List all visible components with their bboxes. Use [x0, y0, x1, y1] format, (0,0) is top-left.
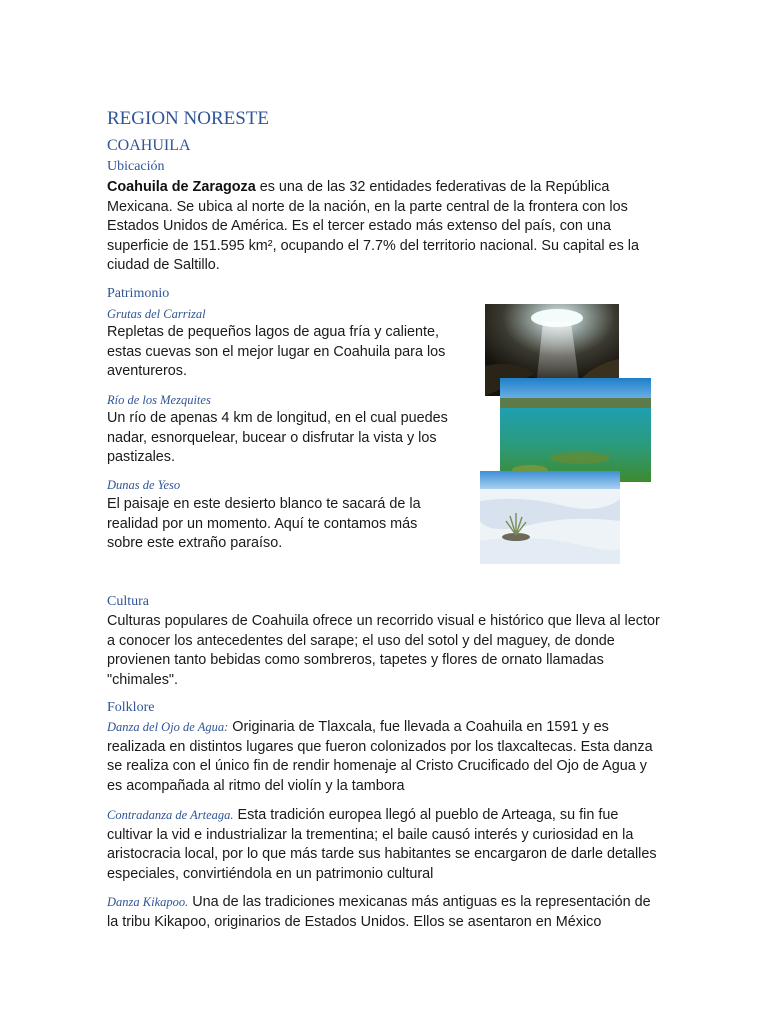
patrimonio-item-title: Río de los Mezquites [107, 393, 211, 407]
folklore-item-title: Contradanza de Arteaga. [107, 808, 234, 822]
cultura-heading: Cultura [107, 594, 149, 609]
patrimonio-item-title: Dunas de Yeso [107, 478, 181, 492]
patrimonio-heading: Patrimonio [107, 286, 170, 301]
folklore-heading: Folklore [107, 700, 155, 715]
folklore-item [107, 718, 662, 796]
state-title: COAHUILA [107, 137, 191, 154]
patrimonio-item-title: Grutas del Carrizal [107, 307, 206, 321]
state-full-name: Coahuila de Zaragoza [107, 179, 256, 195]
dunes-photo [480, 471, 620, 564]
folklore-item-title: Danza Kikapoo. [107, 895, 189, 909]
cultura-text: Culturas populares de Coahuila ofrece un recorrido visual e histórico que lleva al lector a conocer los antecedentes del sarape; el uso del sotol y del maguey, de donde provienen tanto bebidas como sombreros, tapetes y flores de ornato llamadas "chimales". [107, 613, 660, 688]
patrimonio-item-text: Un río de apenas 4 km de longitud, en el cual puedes nadar, esnorquelear, bucear o disfrutar la vista y los pastizales. [107, 410, 448, 465]
ubicacion-text: es una de las 32 entidades federativas de la República Mexicana. Se ubica al norte de la nación, en la parte central de la frontera con los Estados Unidos de América. Es el tercer estado más extenso del país, con una superficie de 151.595 km², ocupando el 7.7% del territorio nacional. Su capital es la ciudad de Saltillo. [107, 179, 639, 273]
folklore-item [107, 893, 662, 932]
ubicacion-heading: Ubicación [107, 159, 165, 174]
ubicacion-paragraph [107, 178, 655, 276]
folklore-item-text: Esta tradición europea llegó al pueblo de Arteaga, su fin fue cultivar la vid e industrializar la trementina; el baile causó interés y curiosidad en la aristocracia local, por lo que más tarde sus habitantes se encargaron de darle detalles especiales, convirtiéndola en un patrimonio cultural [107, 807, 657, 882]
folklore-item-title: Danza del Ojo de Agua: [107, 720, 229, 734]
river-photo [500, 378, 651, 482]
folklore-item-text: Una de las tradiciones mexicanas más antiguas es la representación de la tribu Kikapoo, originarios de Estados Unidos. Ellos se asentaron en México [107, 894, 651, 930]
patrimonio-item-text: El paisaje en este desierto blanco te sacará de la realidad por un momento. Aquí te contamos más sobre este extraño paraíso. [107, 496, 421, 551]
folklore-item-text: Originaria de Tlaxcala, fue llevada a Coahuila en 1591 y es realizada en distintos lugares que fueron colonizados por los tlaxcaltecas. Esta danza se realiza con el único fin de rendir homenaje al Cristo Crucificado del Ojo de Agua y es acompañada al ritmo del violín y la tambora [107, 719, 653, 794]
region-title: REGION NORESTE [107, 108, 270, 129]
patrimonio-item-text: Repletas de pequeños lagos de agua fría y caliente, estas cuevas son el mejor lugar en Coahuila para los aventureros. [107, 324, 446, 379]
folklore-item [107, 806, 662, 884]
